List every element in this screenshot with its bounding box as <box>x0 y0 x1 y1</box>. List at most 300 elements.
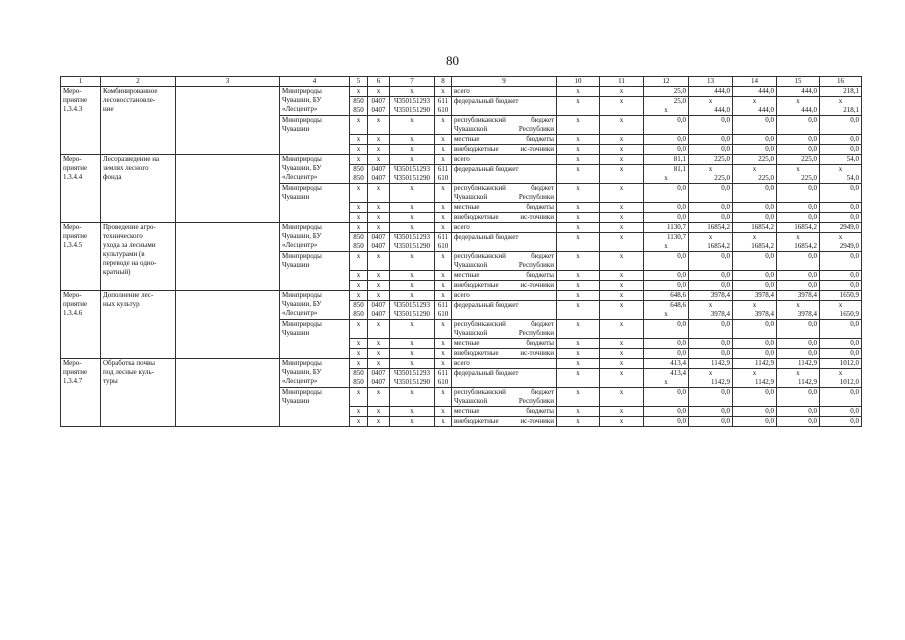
column-number-row <box>61 77 862 87</box>
empty-cell <box>176 359 280 427</box>
cell-line: 3978,4 <box>797 310 817 318</box>
cell-line: технического <box>103 232 143 240</box>
cell-line: Минприроды <box>282 223 322 231</box>
table-cell: x <box>435 417 452 427</box>
table-cell <box>733 301 777 320</box>
cell-line: Обработка почвы <box>103 359 155 367</box>
measure-code <box>61 87 101 155</box>
table-cell: 0,0 <box>777 388 820 407</box>
cell-line: 850 <box>353 310 364 318</box>
table-cell: x <box>435 407 452 417</box>
table-cell: x <box>557 223 600 233</box>
table-cell: x <box>390 349 435 359</box>
cell-line: переводе на одно- <box>103 259 157 267</box>
table-cell: x <box>390 87 435 97</box>
table-cell <box>820 369 862 388</box>
table-cell: республиканский бюджет Чувашской Республики <box>452 116 557 135</box>
table-cell: 444,0 <box>733 87 777 97</box>
cell-line: под лесные куль- <box>103 368 155 376</box>
cell-line: 0407 <box>371 174 386 182</box>
budget-table <box>60 76 862 427</box>
cell-line: Ч350151290 <box>393 174 431 182</box>
table-cell: x <box>350 87 368 97</box>
cell-line: Дополнение лес- <box>103 291 154 299</box>
table-cell: 0,0 <box>820 271 862 281</box>
table-cell <box>350 233 368 252</box>
cell-line: 444,0 <box>758 106 774 114</box>
table-cell <box>350 165 368 184</box>
table-cell: x <box>557 407 600 417</box>
table-cell: 444,0 <box>777 87 820 97</box>
cell-line: 850 <box>353 369 364 377</box>
cell-line: x <box>752 301 757 309</box>
table-cell: 0,0 <box>689 116 733 135</box>
table-cell: внебюджетные ис-точники <box>452 145 557 155</box>
cell-line: x <box>838 233 843 241</box>
table-cell: 0,0 <box>777 203 820 213</box>
table-cell: x <box>557 145 600 155</box>
table-cell: x <box>600 184 644 203</box>
cell-line: «Лесцентр» <box>282 377 318 385</box>
table-cell: республиканский бюджет Чувашской Республики <box>452 184 557 203</box>
cell-line: 54,0 <box>846 174 859 182</box>
table-cell: x <box>350 388 368 407</box>
cell-line: 1142,9 <box>798 378 817 386</box>
cell-line: Чувашии, БУ <box>282 96 322 104</box>
table-cell: x <box>557 281 600 291</box>
table-cell <box>390 369 435 388</box>
table-cell <box>644 369 689 388</box>
measure-name <box>101 223 176 291</box>
cell-line: 850 <box>353 165 364 173</box>
table-cell: x <box>368 135 390 145</box>
table-cell: x <box>557 165 600 184</box>
table-cell <box>435 233 452 252</box>
table-cell: x <box>600 320 644 339</box>
executor-cell <box>280 320 350 359</box>
cell-line: Чувашии <box>282 397 310 405</box>
cell-line: 0407 <box>371 378 386 386</box>
cell-line: 611 <box>437 233 449 241</box>
cell-line: «Лесцентр» <box>282 241 318 249</box>
table-cell: федеральный бюджет <box>452 165 557 184</box>
table-cell: x <box>368 281 390 291</box>
table-cell: 0,0 <box>733 184 777 203</box>
table-cell: x <box>350 320 368 339</box>
table-cell: 218,1 <box>820 87 862 97</box>
table-cell: 0,0 <box>777 271 820 281</box>
table-cell: x <box>390 417 435 427</box>
table-cell <box>777 165 820 184</box>
cell-line: Проведение агро- <box>103 223 156 231</box>
table-cell: 0,0 <box>777 184 820 203</box>
table-cell: всего <box>452 223 557 233</box>
table-cell: x <box>390 252 435 271</box>
cell-line: 16854,2 <box>794 242 817 250</box>
cell-line: Минприроды <box>282 320 322 328</box>
cell-line: 225,0 <box>758 174 774 182</box>
executor-cell <box>280 155 350 184</box>
table-cell <box>350 369 368 388</box>
table-cell: 0,0 <box>777 213 820 223</box>
cell-line: Чувашии <box>282 261 310 269</box>
table-cell: x <box>390 388 435 407</box>
table-cell: x <box>390 320 435 339</box>
table-cell: x <box>435 203 452 213</box>
cell-line: x <box>664 378 668 386</box>
table-cell <box>733 233 777 252</box>
table-cell: x <box>600 349 644 359</box>
table-cell: x <box>350 135 368 145</box>
table-cell: 0,0 <box>777 407 820 417</box>
table-cell: x <box>368 407 390 417</box>
table-cell: x <box>368 388 390 407</box>
table-cell: x <box>368 223 390 233</box>
cell-line: x <box>752 97 757 105</box>
table-cell: республиканский бюджет Чувашской Республики <box>452 388 557 407</box>
cell-line: 1.3.4.6 <box>63 309 83 317</box>
table-cell: 0,0 <box>733 339 777 349</box>
table-cell: x <box>368 184 390 203</box>
table-cell: 0,0 <box>644 271 689 281</box>
cell-line: x <box>708 97 713 105</box>
table-cell: x <box>600 291 644 301</box>
cell-line: x <box>838 301 843 309</box>
cell-line: 25,0 <box>673 97 686 105</box>
table-cell: местные бюджеты <box>452 407 557 417</box>
cell-line: Ч350151293 <box>393 233 431 241</box>
table-cell: 0,0 <box>777 320 820 339</box>
empty-cell <box>176 87 280 155</box>
cell-line: «Лесцентр» <box>282 173 318 181</box>
cell-line: Меро- <box>63 87 82 95</box>
table-cell: всего <box>452 155 557 165</box>
table-cell <box>689 369 733 388</box>
cell-line: 81,1 <box>673 165 686 173</box>
table-cell: x <box>600 417 644 427</box>
table-cell: x <box>435 281 452 291</box>
table-cell: местные бюджеты <box>452 339 557 349</box>
table-cell: x <box>600 359 644 369</box>
table-cell: 0,0 <box>820 339 862 349</box>
cell-line: Ч350151290 <box>393 378 431 386</box>
cell-line: туры <box>103 377 118 385</box>
executor-cell <box>280 87 350 116</box>
executor-cell <box>280 359 350 388</box>
cell-line: Чувашии, БУ <box>282 368 322 376</box>
table-cell: 0,0 <box>733 116 777 135</box>
table-cell: x <box>435 135 452 145</box>
table-cell: x <box>435 145 452 155</box>
cell-line: x <box>796 369 800 377</box>
cell-line: x <box>796 301 800 309</box>
cell-line: x <box>752 233 757 241</box>
cell-line: 0407 <box>371 233 386 241</box>
table-row <box>61 87 862 97</box>
table-cell: x <box>350 116 368 135</box>
cell-line: 1.3.4.3 <box>63 105 83 113</box>
measure-name <box>101 155 176 223</box>
cell-line: Комбинированное <box>103 87 158 95</box>
cell-line: фонда <box>103 173 122 181</box>
table-cell: 0,0 <box>689 349 733 359</box>
table-cell: x <box>557 135 600 145</box>
table-cell: x <box>600 213 644 223</box>
table-cell: внебюджетные ис-точники <box>452 213 557 223</box>
column-number-cell: 1 <box>61 77 101 87</box>
table-cell: x <box>350 252 368 271</box>
table-cell: 0,0 <box>777 349 820 359</box>
table-cell: 0,0 <box>733 388 777 407</box>
table-cell: x <box>600 281 644 291</box>
table-cell <box>689 233 733 252</box>
table-cell <box>777 233 820 252</box>
table-cell: x <box>368 359 390 369</box>
executor-cell <box>280 291 350 320</box>
cell-line: 225,0 <box>801 174 817 182</box>
cell-line: 850 <box>353 174 364 182</box>
table-cell: 0,0 <box>689 417 733 427</box>
cell-line: 850 <box>353 233 364 241</box>
cell-line: 611 <box>437 165 449 173</box>
cell-line: землях лесного <box>103 164 149 172</box>
table-cell <box>689 165 733 184</box>
table-cell: x <box>350 155 368 165</box>
table-row <box>61 155 862 165</box>
executor-cell <box>280 116 350 155</box>
table-cell: федеральный бюджет <box>452 369 557 388</box>
table-cell: 0,0 <box>644 388 689 407</box>
table-cell: 16854,2 <box>733 223 777 233</box>
table-cell <box>733 97 777 116</box>
cell-line: приятие <box>63 300 88 308</box>
table-cell: x <box>557 291 600 301</box>
table-cell: республиканский бюджет Чувашской Республики <box>452 252 557 271</box>
cell-line: 1142,9 <box>711 378 730 386</box>
column-number-cell: 11 <box>600 77 644 87</box>
table-cell: x <box>350 291 368 301</box>
table-cell <box>390 165 435 184</box>
table-cell: 0,0 <box>644 203 689 213</box>
table-body <box>61 77 862 427</box>
table-cell: x <box>350 184 368 203</box>
table-cell: 444,0 <box>689 87 733 97</box>
table-cell: x <box>390 281 435 291</box>
table-cell: x <box>390 223 435 233</box>
table-cell <box>733 165 777 184</box>
table-cell: 0,0 <box>689 213 733 223</box>
table-cell <box>368 233 390 252</box>
table-cell: x <box>557 87 600 97</box>
cell-line: 3978,4 <box>710 310 730 318</box>
cell-line: Чувашии, БУ <box>282 164 322 172</box>
table-cell: 413,4 <box>644 359 689 369</box>
table-cell: 0,0 <box>820 349 862 359</box>
table-cell: республиканский бюджет Чувашской Республики <box>452 320 557 339</box>
table-cell: федеральный бюджет <box>452 233 557 252</box>
cell-line: 850 <box>353 378 364 386</box>
table-cell: 1142,9 <box>733 359 777 369</box>
measure-name <box>101 291 176 359</box>
table-cell: x <box>557 369 600 388</box>
cell-line: 218,1 <box>843 106 859 114</box>
table-cell <box>689 301 733 320</box>
cell-line: Чувашии, БУ <box>282 300 322 308</box>
cell-line: 1.3.4.5 <box>63 241 83 249</box>
table-cell: x <box>557 271 600 281</box>
table-cell: x <box>350 417 368 427</box>
table-cell: x <box>368 320 390 339</box>
cell-line: 1012,0 <box>839 378 859 386</box>
table-cell: x <box>350 223 368 233</box>
table-cell: x <box>350 339 368 349</box>
table-cell: x <box>350 213 368 223</box>
cell-line: Меро- <box>63 359 82 367</box>
table-cell: x <box>435 87 452 97</box>
table-cell: x <box>390 145 435 155</box>
cell-line: x <box>664 106 668 114</box>
table-cell: x <box>600 271 644 281</box>
cell-line: 3978,4 <box>754 310 774 318</box>
measure-name <box>101 87 176 155</box>
cell-line: Ч350151290 <box>393 310 431 318</box>
cell-line: 850 <box>353 242 364 250</box>
page-number: 80 <box>446 53 459 68</box>
table-cell: 16854,2 <box>777 223 820 233</box>
column-number-cell: 12 <box>644 77 689 87</box>
cell-line: 1130,7 <box>667 233 686 241</box>
table-cell <box>777 369 820 388</box>
table-cell: 16854,2 <box>689 223 733 233</box>
table-cell: x <box>368 291 390 301</box>
table-cell: 0,0 <box>644 145 689 155</box>
cell-line: Чувашии, БУ <box>282 232 322 240</box>
cell-line: x <box>752 369 757 377</box>
cell-line: x <box>796 97 800 105</box>
cell-line: приятие <box>63 368 88 376</box>
table-cell: x <box>435 349 452 359</box>
table-cell: x <box>600 407 644 417</box>
cell-line: Минприроды <box>282 388 322 396</box>
cell-line: x <box>796 165 800 173</box>
cell-line: 225,0 <box>714 174 730 182</box>
column-number-cell: 15 <box>777 77 820 87</box>
table-cell: x <box>600 301 644 320</box>
table-cell: внебюджетные ис-точники <box>452 281 557 291</box>
empty-cell <box>176 223 280 291</box>
table-cell: x <box>557 97 600 116</box>
cell-line: x <box>796 233 800 241</box>
table-cell <box>390 301 435 320</box>
cell-line: Минприроды <box>282 252 322 260</box>
table-cell: 0,0 <box>777 135 820 145</box>
executor-cell <box>280 388 350 427</box>
table-cell: федеральный бюджет <box>452 97 557 116</box>
cell-line: ние <box>103 105 114 113</box>
table-cell: x <box>557 301 600 320</box>
cell-line: Чувашии <box>282 125 310 133</box>
table-cell: 0,0 <box>820 145 862 155</box>
table-cell: x <box>600 369 644 388</box>
cell-line: Меро- <box>63 223 82 231</box>
table-cell: 25,0 <box>644 87 689 97</box>
table-cell: 0,0 <box>733 135 777 145</box>
table-cell: 0,0 <box>777 252 820 271</box>
table-cell: x <box>600 223 644 233</box>
column-number-cell: 10 <box>557 77 600 87</box>
table-cell <box>368 97 390 116</box>
table-cell: x <box>435 213 452 223</box>
table-cell: x <box>435 359 452 369</box>
table-cell: 0,0 <box>733 252 777 271</box>
empty-cell <box>176 155 280 223</box>
cell-line: 0407 <box>371 106 386 114</box>
table-cell: x <box>390 135 435 145</box>
cell-line: 16854,2 <box>707 242 730 250</box>
table-cell: 81,1 <box>644 155 689 165</box>
table-cell: x <box>435 339 452 349</box>
cell-line: x <box>708 233 713 241</box>
cell-line: приятие <box>63 164 88 172</box>
table-cell: x <box>390 291 435 301</box>
table-cell <box>368 369 390 388</box>
table-cell: x <box>600 155 644 165</box>
table-cell: 0,0 <box>689 339 733 349</box>
cell-line: приятие <box>63 232 88 240</box>
table-cell: x <box>368 213 390 223</box>
table-cell: x <box>350 271 368 281</box>
cell-line: 0407 <box>371 165 386 173</box>
table-row <box>61 359 862 369</box>
table-cell <box>368 165 390 184</box>
table-cell: 0,0 <box>689 252 733 271</box>
cell-line: 611 <box>437 369 449 377</box>
table-cell: 0,0 <box>689 203 733 213</box>
table-cell: 0,0 <box>820 184 862 203</box>
table-cell <box>435 369 452 388</box>
table-cell: x <box>368 203 390 213</box>
table-cell: x <box>557 349 600 359</box>
table-cell <box>435 97 452 116</box>
cell-line: Минприроды <box>282 116 322 124</box>
cell-line: x <box>664 310 668 318</box>
table-cell: 0,0 <box>644 252 689 271</box>
table-cell: 0,0 <box>820 252 862 271</box>
table-cell: x <box>600 145 644 155</box>
cell-line: Меро- <box>63 291 82 299</box>
table-cell <box>644 233 689 252</box>
table-cell: x <box>435 388 452 407</box>
cell-line: 850 <box>353 106 364 114</box>
table-cell: 3978,4 <box>733 291 777 301</box>
cell-line: 16854,2 <box>751 242 774 250</box>
cell-line: Минприроды <box>282 87 322 95</box>
executor-cell <box>280 184 350 223</box>
table-cell: 0,0 <box>820 417 862 427</box>
table-cell: x <box>350 407 368 417</box>
cell-line: Ч350151293 <box>393 369 431 377</box>
table-cell: 0,0 <box>733 281 777 291</box>
cell-line: лесовосстановле- <box>103 96 156 104</box>
cell-line: ухода за лесными <box>103 241 156 249</box>
table-cell <box>644 97 689 116</box>
cell-line: 2949,0 <box>839 242 859 250</box>
table-cell: 0,0 <box>777 145 820 155</box>
cell-line: Чувашии <box>282 193 310 201</box>
cell-line: 610 <box>437 378 449 386</box>
table-cell: 1012,0 <box>820 359 862 369</box>
table-cell: x <box>435 223 452 233</box>
